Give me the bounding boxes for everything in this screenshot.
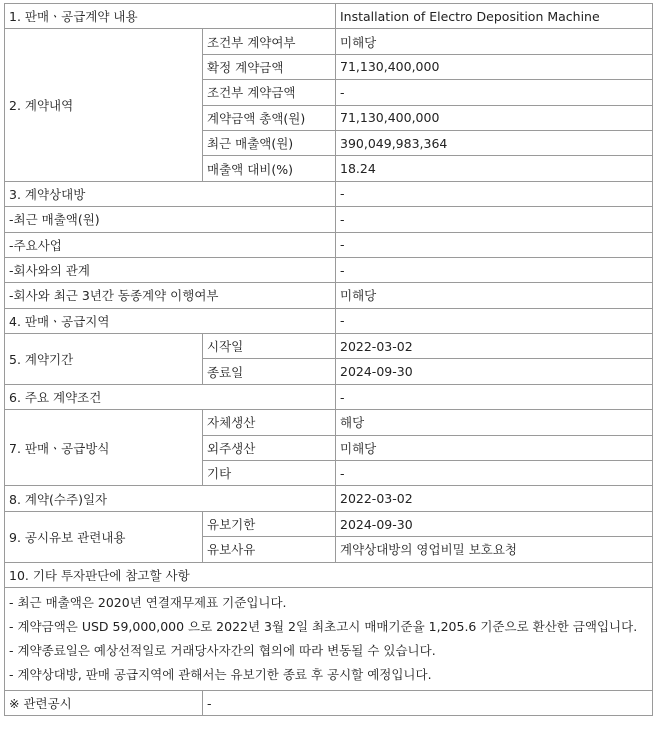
- recent-sales-label: 최근 매출액(원): [203, 130, 336, 155]
- deferral-deadline-label: 유보기한: [203, 511, 336, 536]
- table-row: [5, 4, 653, 29]
- related-disclosure-value: -: [203, 690, 653, 715]
- confirmed-amount-label: 확정 계약금액: [203, 54, 336, 79]
- table-row: [5, 29, 653, 54]
- table-row: [5, 690, 653, 715]
- outsourced-production-label: 외주생산: [203, 435, 336, 460]
- conditional-amount-value: -: [336, 80, 653, 105]
- main-terms-label: 6. 주요 계약조건: [5, 384, 336, 409]
- table-row: [5, 257, 653, 282]
- outsourced-production-value: 미해당: [336, 435, 653, 460]
- main-business-label: -주요사업: [5, 232, 336, 257]
- own-production-value: 해당: [336, 410, 653, 435]
- supply-method-label: 7. 판매ㆍ공급방식: [5, 410, 203, 486]
- main-terms-value: -: [336, 384, 653, 409]
- end-date-value: 2024-09-30: [336, 359, 653, 384]
- contract-period-label: 5. 계약기간: [5, 334, 203, 385]
- note-item: - 최근 매출액은 2020년 연결재무제표 기준입니다.: [9, 594, 287, 610]
- table-row: [5, 410, 653, 435]
- table-row: [5, 511, 653, 536]
- sales-ratio-label: 매출액 대비(%): [203, 156, 336, 181]
- total-amount-value: 71,130,400,000: [336, 105, 653, 130]
- conditional-amount-label: 조건부 계약금액: [203, 80, 336, 105]
- counterparty-sales-label: -최근 매출액(원): [5, 207, 336, 232]
- disclosure-deferral-label: 9. 공시유보 관련내용: [5, 511, 203, 562]
- table-row: [5, 334, 653, 359]
- table-row: [5, 486, 653, 511]
- start-date-value: 2022-03-02: [336, 334, 653, 359]
- other-method-value: -: [336, 461, 653, 486]
- note-item: - 계약상대방, 판매 공급지역에 관해서는 유보기한 종료 후 공시할 예정입니다.: [9, 666, 432, 682]
- table-row: [5, 308, 653, 333]
- similar-contract-value: 미해당: [336, 283, 653, 308]
- counterparty-sales-value: -: [336, 207, 653, 232]
- counterparty-label: 3. 계약상대방: [5, 181, 336, 206]
- confirmed-amount-value: 71,130,400,000: [336, 54, 653, 79]
- table-row: [5, 232, 653, 257]
- contract-date-value: 2022-03-02: [336, 486, 653, 511]
- deferral-reason-label: 유보사유: [203, 537, 336, 562]
- table-row: [5, 384, 653, 409]
- table-row: [5, 283, 653, 308]
- supply-region-label: 4. 판매ㆍ공급지역: [5, 308, 336, 333]
- deferral-deadline-value: 2024-09-30: [336, 511, 653, 536]
- contract-content-value: Installation of Electro Deposition Machine: [336, 4, 653, 29]
- other-notes-label: 10. 기타 투자판단에 참고할 사항: [5, 562, 653, 587]
- table-row: [5, 562, 653, 587]
- conditional-contract-value: 미해당: [336, 29, 653, 54]
- end-date-label: 종료일: [203, 359, 336, 384]
- table-row: [5, 181, 653, 206]
- counterparty-value: -: [336, 181, 653, 206]
- other-method-label: 기타: [203, 461, 336, 486]
- related-disclosure-label: ※ 관련공시: [5, 690, 203, 715]
- supply-region-value: -: [336, 308, 653, 333]
- conditional-contract-label: 조건부 계약여부: [203, 29, 336, 54]
- contract-content-label: 1. 판매ㆍ공급계약 내용: [5, 4, 336, 29]
- similar-contract-label: -회사와 최근 3년간 동종계약 이행여부: [5, 283, 336, 308]
- start-date-label: 시작일: [203, 334, 336, 359]
- note-item: - 계약금액은 USD 59,000,000 으로 2022년 3월 2일 최초고시 매매기준율 1,205.6 기준으로 환산한 금액입니다.: [9, 618, 638, 634]
- total-amount-label: 계약금액 총액(원): [203, 105, 336, 130]
- main-business-value: -: [336, 232, 653, 257]
- table-row: [5, 207, 653, 232]
- table-row: [5, 587, 653, 690]
- deferral-reason-value: 계약상대방의 영업비밀 보호요청: [336, 537, 653, 562]
- contract-date-label: 8. 계약(수주)일자: [5, 486, 336, 511]
- relationship-value: -: [336, 257, 653, 282]
- contract-details-label: 2. 계약내역: [5, 29, 203, 181]
- recent-sales-value: 390,049,983,364: [336, 130, 653, 155]
- sales-ratio-value: 18.24: [336, 156, 653, 181]
- other-notes-content: [5, 587, 653, 690]
- own-production-label: 자체생산: [203, 410, 336, 435]
- note-item: - 계약종료일은 예상선적일로 거래당사자간의 협의에 따라 변동될 수 있습니다.: [9, 642, 436, 658]
- relationship-label: -회사와의 관계: [5, 257, 336, 282]
- disclosure-table: [4, 3, 653, 716]
